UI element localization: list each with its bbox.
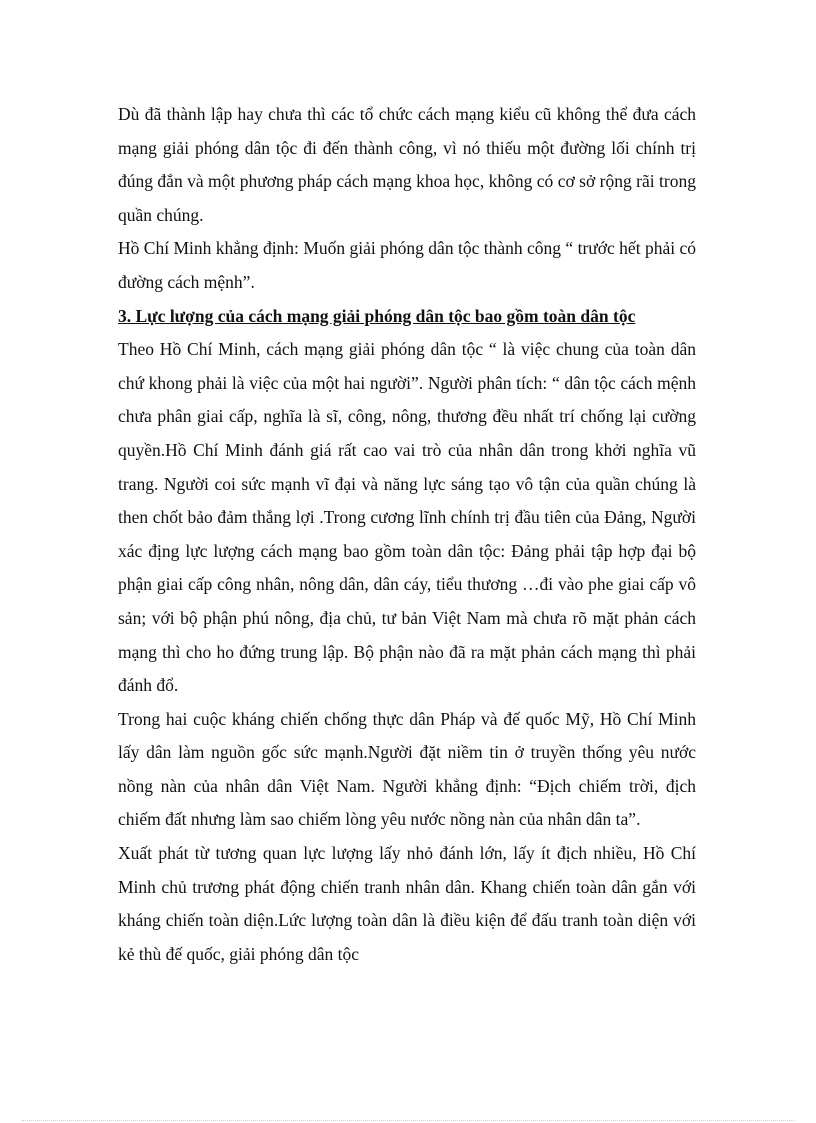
paragraph-peoples-war: Xuất phát từ tương quan lực lượng lấy nhỏ đánh lớn, lấy ít địch nhiều, Hồ Chí Minh chủ trương phát động chiến tranh nhân dân. Khang chiến toàn dân gắn với kháng chiến toàn diện.Lức lượng toàn dân là điều kiện để đấu tranh toàn diện với kẻ thù đế quốc, giải phóng dân tộc <box>118 843 696 964</box>
section-heading: 3. Lực lượng của cách mạng giải phóng dân tộc bao gồm toàn dân tộc <box>118 305 636 326</box>
document-body <box>118 98 696 971</box>
page-bottom-divider <box>22 1120 794 1121</box>
paragraph-hcm-affirmation: Hồ Chí Minh khẳng định: Muốn giải phóng dân tộc thành công “ trước hết phải có đường cách mệnh”. <box>118 238 696 292</box>
paragraph-national-forces: Theo Hồ Chí Minh, cách mạng giải phóng dân tộc “ là việc chung của toàn dân chứ khong phải là việc của một hai người”. Người phân tích: “ dân tộc cách mệnh chưa phân giai cấp, nghĩa là sĩ, công, nông, thương đều nhất trí chống lại cường quyền.Hồ Chí Minh đánh giá rất cao vai trò của nhân dân trong khởi nghĩa vũ trang. Người coi sức mạnh vĩ đại và năng lực sáng tạo vô tận của quần chúng là then chốt bảo đảm thắng lợi .Trong cương lĩnh chính trị đầu tiên của Đảng, Người xác địng lực lượng cách mạng bao gồm toàn dân tộc: Đảng phải tập hợp đại bộ phận giai cấp công nhân, nông dân, dân cáy, tiểu thương …đi vào phe giai cấp vô sản; với bộ phận phú nông, địa chủ, tư bản Việt Nam mà chưa rõ mặt phản cách mạng thì cho ho đứng trung lập. Bộ phận nào đã ra mặt phản cách mạng thì phải đánh đổ. <box>118 339 696 696</box>
paragraph-resistance-wars: Trong hai cuộc kháng chiến chống thực dân Pháp và đế quốc Mỹ, Hồ Chí Minh lấy dân làm nguồn gốc sức mạnh.Người đặt niềm tin ở truyền thống yêu nước nồng nàn của nhân dân Việt Nam. Người khẳng định: “Địch chiếm trời, địch chiếm đất nhưng làm sao chiếm lòng yêu nước nồng nàn của nhân dân ta”. <box>118 708 696 830</box>
paragraph-old-organizations: Dù đã thành lập hay chưa thì các tổ chức cách mạng kiểu cũ không thể đưa cách mạng giải phóng dân tộc đi đến thành công, vì nó thiếu một đường lối chính trị đúng đắn và một phương pháp cách mạng khoa học, không có cơ sở rộng rãi trong quần chúng. <box>118 104 696 225</box>
